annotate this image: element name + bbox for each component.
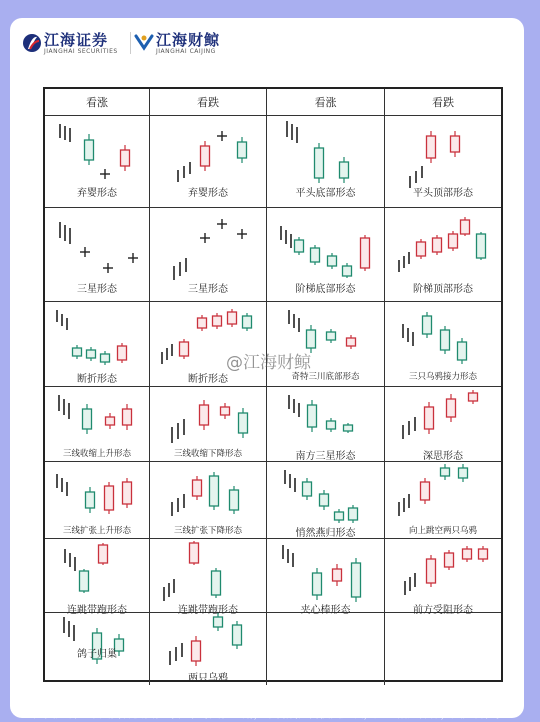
pattern-label: 南方三星形态 <box>295 451 356 462</box>
pattern-label: 三线收缩下降形态 <box>173 449 242 459</box>
bearish-candle-mark <box>327 418 336 432</box>
doji-star-mark <box>200 233 210 243</box>
bullish-candle-mark <box>451 131 460 157</box>
brand-primary-sub: JIANGHAI SECURITIES <box>44 48 118 55</box>
bullish-candle-mark <box>461 217 470 236</box>
bearish-candle-mark <box>86 487 95 513</box>
header-bullish: 看涨 <box>267 89 385 116</box>
pattern-label: 夹心棒形态 <box>300 605 351 616</box>
header-bearish: 看跌 <box>385 89 501 116</box>
header-bullish: 看涨 <box>45 89 150 116</box>
pattern-label: 阶梯顶部形态 <box>413 284 473 295</box>
pattern-cell <box>150 539 267 616</box>
bearish-candle-mark <box>311 245 320 265</box>
pattern-cell <box>45 208 150 302</box>
bearish-candle-mark <box>212 568 221 598</box>
pattern-label: 悄然燕归形态 <box>295 528 356 539</box>
bearish-candle-mark <box>441 464 450 480</box>
jianghai-securities-logo-icon <box>22 32 42 54</box>
header-bearish: 看跌 <box>150 89 267 116</box>
bullish-candle-mark <box>433 235 442 255</box>
bearish-candle-mark <box>477 232 486 260</box>
bullish-candle-mark <box>180 339 189 359</box>
pattern-label: 断折形态 <box>188 374 228 385</box>
bullish-candle-mark <box>123 478 132 508</box>
pattern-cell <box>45 539 150 616</box>
bearish-candle-mark <box>233 621 242 649</box>
pattern-cell <box>150 462 267 539</box>
bearish-candle-mark <box>313 568 322 600</box>
empty-cell <box>385 613 501 685</box>
bullish-candle-mark <box>421 478 430 504</box>
pattern-label: 三星形态 <box>77 284 117 295</box>
watermark: @江海财鲸 <box>226 353 311 373</box>
candlestick-pattern-table <box>43 87 503 682</box>
bullish-candle-mark <box>445 550 454 570</box>
bearish-candle-mark <box>327 329 336 343</box>
pattern-cell <box>267 208 385 302</box>
bearish-candle-mark <box>87 347 96 361</box>
bullish-candle-mark <box>118 343 127 363</box>
bullish-candle-mark <box>123 404 132 430</box>
bearish-candle-mark <box>335 509 344 523</box>
pattern-cell <box>150 387 267 462</box>
bullish-candle-mark <box>106 413 115 429</box>
pattern-label: 奇特三川底部形态 <box>291 372 360 382</box>
bullish-candle-mark <box>425 402 434 434</box>
bullish-candle-mark <box>105 482 114 514</box>
bearish-candle-mark <box>340 157 349 183</box>
pattern-cell <box>267 302 385 387</box>
bullish-candle-mark <box>193 476 202 500</box>
pattern-label: 连跳带跑形态 <box>178 605 238 616</box>
disclaimer: 免责声明：本文内容仅供参考和学习交流之用，不构成任何投资建议，如您据此操作，风险自担。 <box>33 707 507 720</box>
pattern-cell <box>385 116 501 208</box>
bearish-candle-mark <box>320 490 329 510</box>
bullish-candle-mark <box>469 390 478 404</box>
bullish-candle-mark <box>192 636 201 666</box>
bearish-candle-mark <box>214 613 223 631</box>
pattern-cell <box>385 539 501 616</box>
bearish-candle-mark <box>352 558 361 602</box>
pattern-cell <box>45 302 150 387</box>
bullish-candle-mark <box>427 555 436 587</box>
pattern-label: 弃婴形态 <box>188 188 228 199</box>
pattern-cell <box>385 302 501 387</box>
pattern-label: 平头顶部形态 <box>413 188 473 199</box>
pattern-label: 两只乌鸦 <box>188 673 228 684</box>
bearish-candle-mark <box>303 478 312 500</box>
bullish-candle-mark <box>121 145 130 171</box>
bearish-candle-mark <box>238 137 247 163</box>
bearish-candle-mark <box>308 400 317 432</box>
pattern-label: 三星形态 <box>188 284 228 295</box>
jianghai-caijing-logo-icon <box>134 32 154 54</box>
bearish-candle-mark <box>328 253 337 269</box>
pattern-label: 三只乌鸦接力形态 <box>408 372 477 382</box>
bullish-candle-mark <box>99 543 108 565</box>
doji-star-mark <box>217 219 227 229</box>
bullish-candle-mark <box>427 131 436 163</box>
bullish-candle-mark <box>463 546 472 562</box>
bullish-candle-mark <box>228 309 237 327</box>
bearish-candle-mark <box>239 408 248 438</box>
pattern-cell <box>45 116 150 208</box>
doji-star-mark <box>217 131 227 141</box>
bearish-candle-mark <box>85 134 94 165</box>
pattern-label: 阶梯底部形态 <box>295 284 356 295</box>
doji-star-mark <box>128 253 138 263</box>
bullish-candle-mark <box>479 546 488 562</box>
bearish-candle-mark <box>441 326 450 354</box>
pattern-cell <box>150 116 267 208</box>
bearish-candle-mark <box>315 143 324 183</box>
bearish-candle-mark <box>73 345 82 359</box>
pattern-cell <box>150 302 267 387</box>
pattern-cell <box>267 116 385 208</box>
empty-cell <box>267 613 385 685</box>
pattern-cell <box>45 613 150 685</box>
pattern-cell <box>385 208 501 302</box>
doji-star-mark <box>100 169 110 179</box>
brand-secondary-sub: JIANGHAI CAIJING <box>156 48 216 55</box>
doji-star-mark <box>103 263 113 273</box>
bullish-candle-mark <box>361 235 370 271</box>
brand-secondary-name: 江海财鲸 <box>156 31 221 49</box>
pattern-cell <box>385 387 501 462</box>
pattern-label: 前方受阻形态 <box>413 605 473 616</box>
bearish-candle-mark <box>343 263 352 278</box>
bullish-candle-mark <box>417 239 426 259</box>
pattern-label: 弃婴形态 <box>77 188 117 199</box>
bullish-candle-mark <box>333 564 342 586</box>
pattern-cell <box>267 462 385 539</box>
doji-star-mark <box>80 247 90 257</box>
pattern-cell <box>267 539 385 616</box>
bullish-candle-mark <box>190 541 199 565</box>
pattern-label: 连跳带跑形态 <box>67 605 127 616</box>
bullish-candle-mark <box>221 403 230 419</box>
doji-star-mark <box>237 229 247 239</box>
pattern-cell <box>150 208 267 302</box>
bearish-candle-mark <box>458 338 467 364</box>
bearish-candle-mark <box>349 505 358 523</box>
pattern-cell <box>150 613 267 685</box>
bearish-candle-mark <box>243 313 252 331</box>
bearish-candle-mark <box>210 472 219 510</box>
bearish-candle-mark <box>344 423 353 433</box>
bullish-candle-mark <box>201 141 210 171</box>
bullish-candle-mark <box>198 315 207 331</box>
bullish-candle-mark <box>449 231 458 251</box>
pattern-cell <box>267 387 385 462</box>
brand-divider <box>130 32 131 54</box>
pattern-label: 平头底部形态 <box>295 188 356 199</box>
pattern-cell <box>45 462 150 539</box>
brand-primary-name: 江海证券 <box>44 31 109 49</box>
bullish-candle-mark <box>347 335 356 349</box>
bullish-candle-mark <box>447 394 456 422</box>
bearish-candle-mark <box>295 237 304 255</box>
bearish-candle-mark <box>423 312 432 338</box>
bearish-candle-mark <box>101 351 110 365</box>
pattern-cell <box>385 462 501 539</box>
pattern-label: 三线扩张下降形态 <box>173 526 242 536</box>
bearish-candle-mark <box>83 404 92 434</box>
bearish-candle-mark <box>230 486 239 514</box>
bearish-candle-mark <box>459 464 468 482</box>
bullish-candle-mark <box>213 313 222 329</box>
pattern-label: 三线收缩上升形态 <box>62 449 131 459</box>
pattern-label: 三线扩张上升形态 <box>62 526 131 536</box>
pattern-label: 深思形态 <box>423 451 463 462</box>
pattern-label: 断折形态 <box>77 374 117 385</box>
bullish-candle-mark <box>200 400 209 430</box>
bearish-candle-mark <box>80 569 89 593</box>
pattern-cell <box>45 387 150 462</box>
pattern-label: 向上跳空两只乌鸦 <box>408 526 477 536</box>
pattern-label: 鸽子归巢 <box>77 649 117 660</box>
